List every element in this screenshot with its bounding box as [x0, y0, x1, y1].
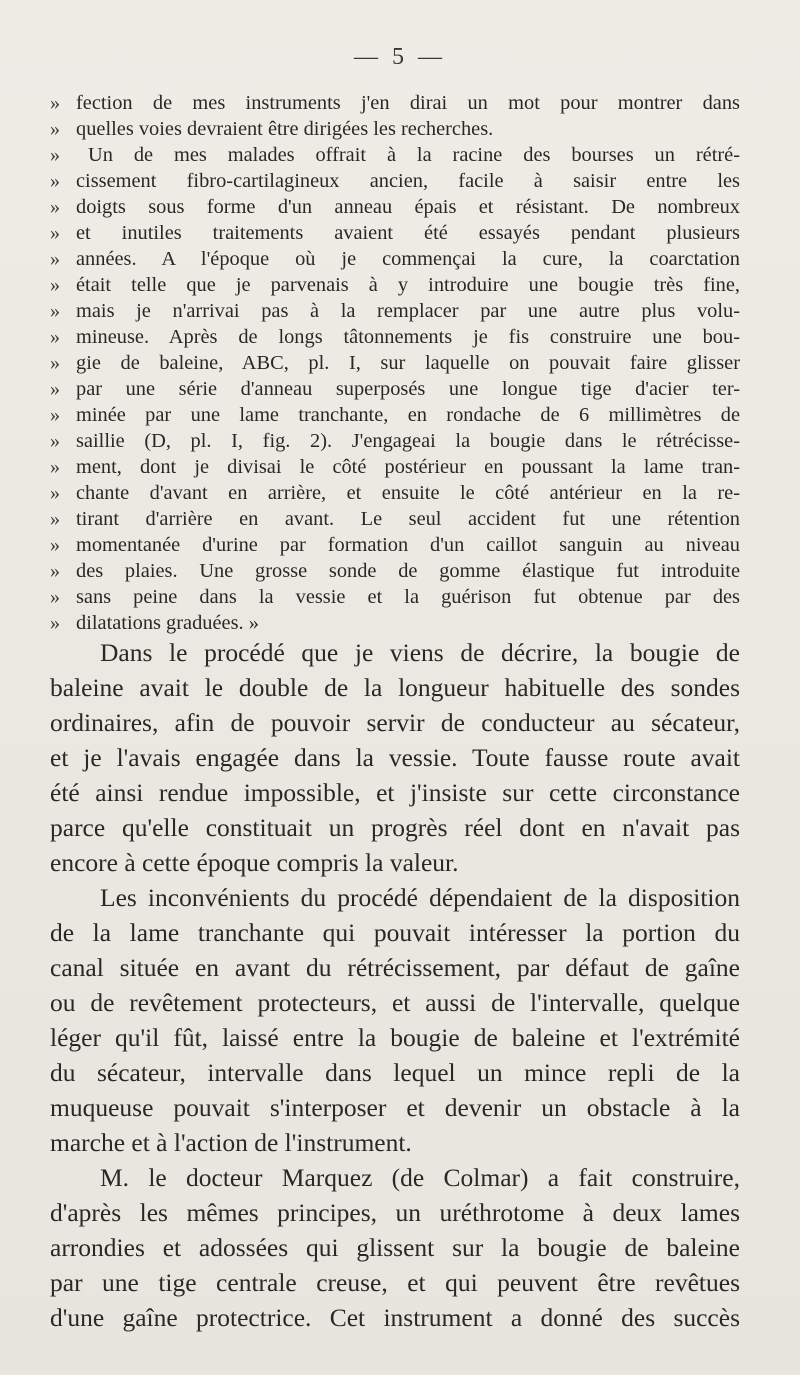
quote-mark: »	[50, 196, 60, 218]
quote-line-text: gie de baleine, ABC, pl. I, sur laquelle on pouvait faire glisser	[76, 352, 740, 374]
body-line: ordinaires, afin de pouvoir servir de conducteur au sécateur,	[50, 708, 740, 737]
quote-mark: »	[50, 456, 60, 478]
quote-line-text: Un de mes malades offrait à la racine des bourses un rétré-	[88, 144, 740, 166]
quote-line-text: par une série d'anneau superposés une longue tige d'acier ter-	[76, 378, 740, 400]
quote-line	[50, 196, 740, 222]
quote-mark: »	[50, 404, 60, 426]
quote-line-text: et inutiles traitements avaient été essayés pendant plusieurs	[76, 222, 740, 244]
body-line: par une tige centrale creuse, et qui peuvent être revêtues	[50, 1268, 740, 1297]
quote-line	[50, 222, 740, 248]
body-line: Dans le procédé que je viens de décrire, la bougie de	[100, 638, 740, 667]
quote-line-text: mineuse. Après de longs tâtonnements je fis construire une bou-	[76, 326, 740, 348]
quote-line	[50, 248, 740, 274]
body-line: d'après les mêmes principes, un uréthrotome à deux lames	[50, 1198, 740, 1227]
body-line: Les inconvénients du procédé dépendaient de la disposition	[100, 883, 740, 912]
quote-mark: »	[50, 274, 60, 296]
quote-line	[50, 274, 740, 300]
quote-mark: »	[50, 300, 60, 322]
quote-line-text: ment, dont je divisai le côté postérieur en poussant la lame tran-	[76, 456, 740, 478]
quote-line	[50, 326, 740, 352]
body-line: encore à cette époque compris la valeur.	[50, 848, 459, 877]
body-line: canal située en avant du rétrécissement, par défaut de gaîne	[50, 953, 740, 982]
quote-line-text: dilatations graduées. »	[76, 612, 259, 634]
quote-mark: »	[50, 118, 60, 140]
quote-line	[50, 508, 740, 534]
quote-mark: »	[50, 430, 60, 452]
body-line: M. le docteur Marquez (de Colmar) a fait construire,	[100, 1163, 740, 1192]
quote-line	[50, 560, 740, 586]
quote-line-text: était telle que je parvenais à y introduire une bougie très fine,	[76, 274, 740, 296]
quote-line-text: saillie (D, pl. I, fig. 2). J'engageai la bougie dans le rétrécisse-	[76, 430, 740, 452]
quote-line-text: quelles voies devraient être dirigées les recherches.	[76, 118, 494, 140]
quote-line-text: momentanée d'urine par formation d'un caillot sanguin au niveau	[76, 534, 740, 556]
quote-line	[50, 430, 740, 456]
quote-mark: »	[50, 170, 60, 192]
quote-line	[50, 456, 740, 482]
page-number: — 5 —	[354, 44, 446, 70]
quote-line	[50, 378, 740, 404]
quote-mark: »	[50, 508, 60, 530]
quote-line-text: tirant d'arrière en avant. Le seul accident fut une rétention	[76, 508, 740, 530]
body-line: parce qu'elle constituait un progrès réel dont en n'avait pas	[50, 813, 740, 842]
quote-mark: »	[50, 326, 60, 348]
quote-mark: »	[50, 144, 60, 166]
quote-line	[50, 534, 740, 560]
body-line: de la lame tranchante qui pouvait intéresser la portion du	[50, 918, 740, 947]
quote-mark: »	[50, 612, 60, 634]
quote-line	[50, 92, 740, 118]
quote-line	[50, 404, 740, 430]
quote-line	[50, 300, 740, 326]
body-line: baleine avait le double de la longueur habituelle des sondes	[50, 673, 740, 702]
body-line: d'une gaîne protectrice. Cet instrument a donné des succès	[50, 1303, 740, 1332]
body-line: muqueuse pouvait s'interposer et devenir un obstacle à la	[50, 1093, 740, 1122]
quote-line-text: années. A l'époque où je commençai la cure, la coarctation	[76, 248, 740, 270]
quote-line	[50, 170, 740, 196]
quote-line-text: chante d'avant en arrière, et ensuite le côté antérieur en la re-	[76, 482, 740, 504]
body-text	[50, 635, 740, 1335]
quoted-passage	[50, 92, 740, 638]
quote-mark: »	[50, 534, 60, 556]
quote-mark: »	[50, 482, 60, 504]
body-line: marche et à l'action de l'instrument.	[50, 1128, 412, 1157]
body-line: arrondies et adossées qui glissent sur la bougie de baleine	[50, 1233, 740, 1262]
quote-mark: »	[50, 222, 60, 244]
quote-line-text: fection de mes instruments j'en dirai un mot pour montrer dans	[76, 92, 740, 114]
quote-line	[50, 352, 740, 378]
body-line: léger qu'il fût, laissé entre la bougie de baleine et l'extrémité	[50, 1023, 740, 1052]
quote-line-text: doigts sous forme d'un anneau épais et résistant. De nombreux	[76, 196, 740, 218]
body-line: ou de revêtement protecteurs, et aussi de l'intervalle, quelque	[50, 988, 740, 1017]
quote-mark: »	[50, 352, 60, 374]
quote-mark: »	[50, 586, 60, 608]
quote-line-text: cissement fibro-cartilagineux ancien, facile à saisir entre les	[76, 170, 740, 192]
quote-line-text: mais je n'arrivai pas à la remplacer par une autre plus volu-	[76, 300, 740, 322]
quote-mark: »	[50, 560, 60, 582]
quote-line	[50, 586, 740, 612]
quote-line	[50, 482, 740, 508]
quote-line-text: des plaies. Une grosse sonde de gomme élastique fut introduite	[76, 560, 740, 582]
body-line: et je l'avais engagée dans la vessie. Toute fausse route avait	[50, 743, 740, 772]
quote-mark: »	[50, 248, 60, 270]
quote-line	[50, 144, 740, 170]
quote-mark: »	[50, 378, 60, 400]
body-line: du sécateur, intervalle dans lequel un mince repli de la	[50, 1058, 740, 1087]
quote-line-text: sans peine dans la vessie et la guérison fut obtenue par des	[76, 586, 740, 608]
quote-line	[50, 118, 740, 144]
quote-line-text: minée par une lame tranchante, en rondache de 6 millimètres de	[76, 404, 740, 426]
body-line: été ainsi rendue impossible, et j'insiste sur cette circonstance	[50, 778, 740, 807]
quote-mark: »	[50, 92, 60, 114]
